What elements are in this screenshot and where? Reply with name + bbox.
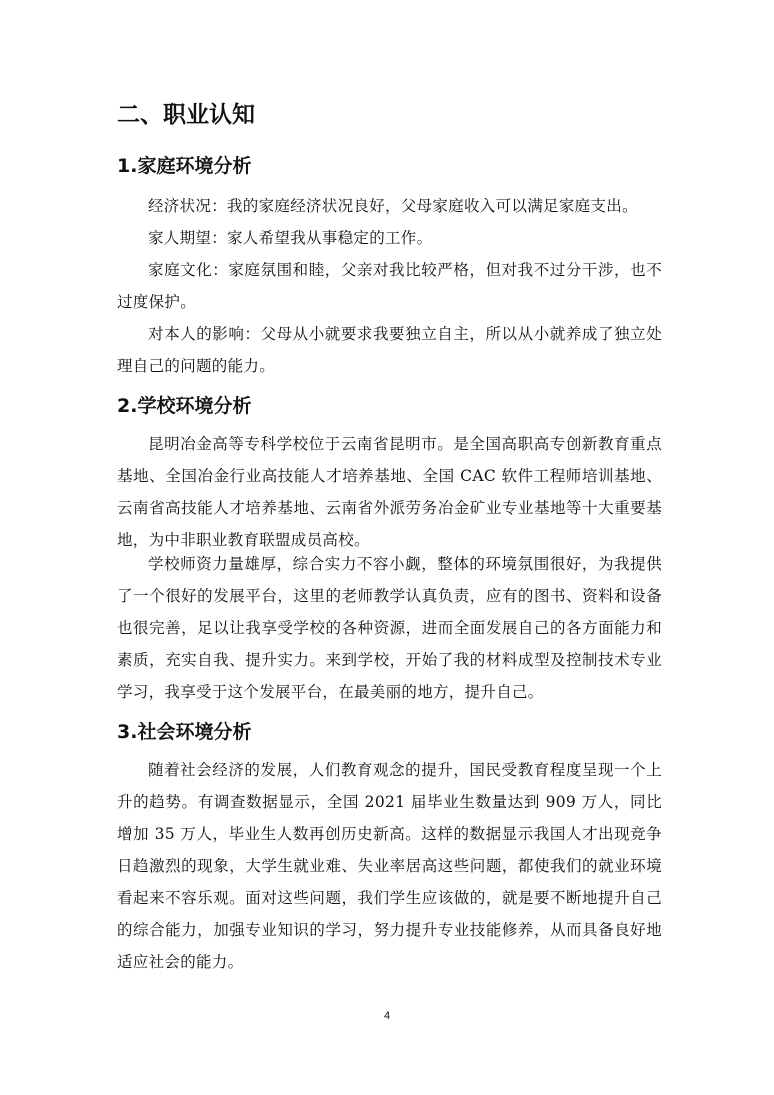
paragraph-society: 随着社会经济的发展，人们教育观念的提升，国民受教育程度呈现一个上升的趋势。有调查数据显示，全国 2021 届毕业生数量达到 909 万人，同比增加 35 万人，毕业生人数再创历史新高。这样的数据显示我国人才出现竞争日趋激烈的现象，大学生就业难、失业率居高这些问题，都使我们的就业环境看起来不容乐观。面对这些问题，我们学生应该做的，就是要不断地提升自己的综合能力，加强专业知识的学习，努力提升专业技能修养，从而具备良好地适应社会的能力。 [117,761,662,971]
page-number: 4 [383,1010,391,1022]
section-title-school: 2.学校环境分析 [117,395,252,417]
paragraph-expectation: 家人期望：家人希望我从事稳定的工作。 [148,229,433,247]
paragraph-economy: 经济状况：我的家庭经济状况良好，父母家庭收入可以满足家庭支出。 [148,197,638,215]
paragraph-school-resources: 学校师资力量雄厚，综合实力不容小觑，整体的环境氛围很好，为我提供了一个很好的发展平台，这里的老师教学认真负责，应有的图书、资料和设备也很完善，足以让我享受学校的各种资源，进而全面发展自己的各方面能力和素质，充实自我、提升实力。来到学校，开始了我的材料成型及控制技术专业学习，我享受于这个发展平台，在最美丽的地方，提升自己。 [117,555,662,701]
paragraph-school-intro: 昆明冶金高等专科学校位于云南省昆明市。是全国高职高专创新教育重点基地、全国冶金行业高技能人才培养基地、全国 CAC 软件工程师培训基地、云南省高技能人才培养基地、云南省外派劳务冶金矿业专业基地等十大重要基地，为中非职业教育联盟成员高校。 [117,435,662,549]
section-title-family: 1.家庭环境分析 [117,155,252,177]
paragraph-influence: 对本人的影响：父母从小就要求我要独立自主，所以从小就养成了独立处理自己的问题的能力。 [117,325,662,375]
paragraph-culture: 家庭文化：家庭氛围和睦，父亲对我比较严格，但对我不过分干涉，也不过度保护。 [117,261,662,311]
chapter-heading: 二、职业认知 [117,102,255,128]
section-title-society: 3.社会环境分析 [117,721,252,743]
